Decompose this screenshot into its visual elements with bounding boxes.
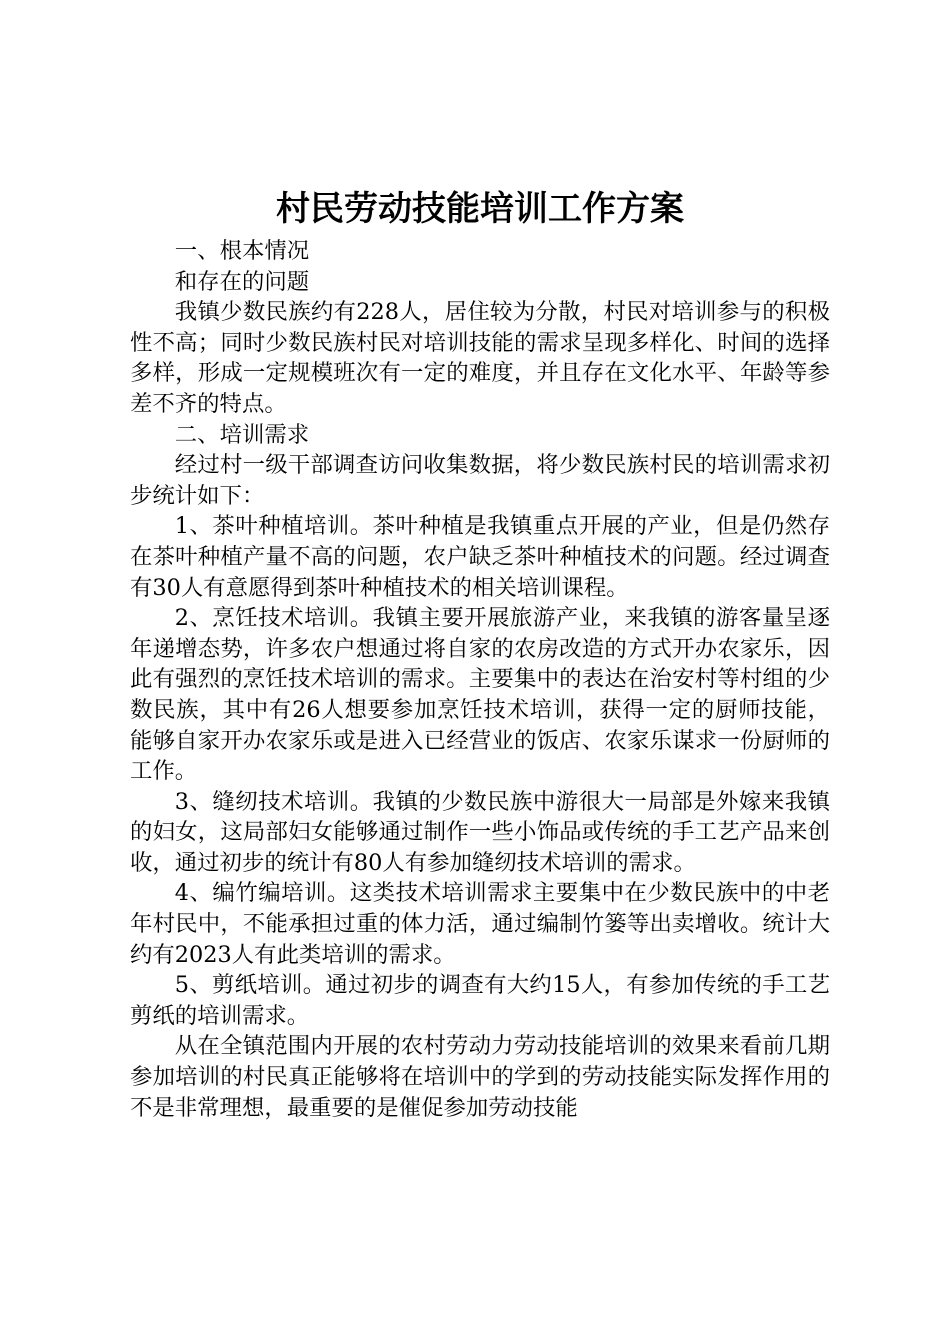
paragraph-list-item: 5、剪纸培训。通过初步的调查有大约15人，有参加传统的手工艺剪纸的培训需求。 — [130, 972, 830, 1029]
paragraph-list-item: 3、缝纫技术培训。我镇的少数民族中游很大一局部是外嫁来我镇的妇女，这局部妇女能够通过制作一些小饰品或传统的手工艺产品来创收，通过初步的统计有80人有参加缝纫技术培训的需求。 — [130, 788, 830, 876]
paragraph: 从在全镇范围内开展的农村劳动力劳动技能培训的效果来看前几期参加培训的村民真正能够将在培训中的学到的劳动技能实际发挥作用的不是非常理想，最重要的是催促参加劳动技能 — [130, 1033, 830, 1121]
paragraph-section-heading-2: 二、培训需求 — [174, 421, 310, 448]
paragraph-section-heading-1: 一、根本情况 — [174, 238, 310, 264]
paragraph-list-item: 2、烹饪技术培训。我镇主要开展旅游产业，来我镇的游客量呈逐年递增态势，许多农户想通过将自家的农房改造的方式开办农家乐，因此有强烈的烹饪技术培训的需求。主要集中的表达在治安村等村组的少数民族，其中有26人想要参加烹饪技术培训，获得一定的厨师技能，能够自家开办农家乐或是进入已经营业的饭店、农家乐谋求一份厨师的工作。 — [130, 605, 830, 785]
document-title: 村民劳动技能培训工作方案 — [276, 189, 684, 229]
paragraph-list-item: 1、茶叶种植培训。茶叶种植是我镇重点开展的产业，但是仍然存在茶叶种植产量不高的问题，农户缺乏茶叶种植技术的问题。经过调查有30人有意愿得到茶叶种植技术的相关培训课程。 — [130, 513, 830, 601]
paragraph-list-item: 4、编竹编培训。这类技术培训需求主要集中在少数民族中的中老年村民中，不能承担过重的体力活，通过编制竹篓等出卖增收。统计大约有2023人有此类培训的需求。 — [130, 880, 830, 968]
document-body — [130, 236, 830, 1123]
paragraph: 我镇少数民族约有228人，居住较为分散，村民对培训参与的积极性不高；同时少数民族村民对培训技能的需求呈现多样化、时间的选择多样，形成一定规模班次有一定的难度，并且存在文化水平、年龄等参差不齐的特点。 — [130, 299, 830, 417]
paragraph-section-heading-1-continued: 和存在的问题 — [174, 268, 310, 295]
paragraph: 经过村一级干部调查访问收集数据，将少数民族村民的培训需求初步统计如下： — [130, 452, 830, 509]
